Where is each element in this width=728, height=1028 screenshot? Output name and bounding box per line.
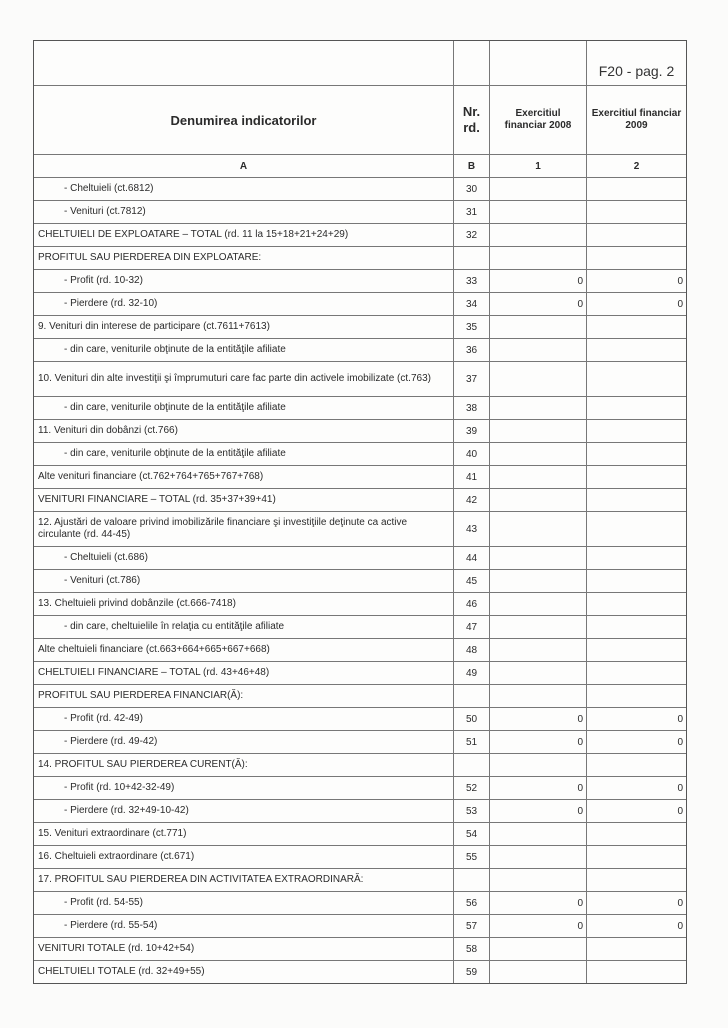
- value-2009: [587, 247, 686, 269]
- row-label: 12. Ajustări de valoare privind imobilizările financiare şi investiţiile deţinute ca active circulante (rd. 44-45): [34, 512, 454, 546]
- value-2008: 0: [490, 777, 587, 799]
- row-label: - Cheltuieli (ct.6812): [34, 178, 454, 200]
- value-2008: 0: [490, 892, 587, 914]
- value-2008: [490, 420, 587, 442]
- table-row: [34, 869, 686, 892]
- value-2008: [490, 639, 587, 661]
- row-number: 41: [454, 466, 490, 488]
- header-year2: Exercitiul financiar 2009: [591, 108, 682, 131]
- table-row: [34, 731, 686, 754]
- row-number: 40: [454, 443, 490, 465]
- value-2009: [587, 178, 686, 200]
- table-row: [34, 362, 686, 397]
- value-2008: [490, 466, 587, 488]
- row-label: - Profit (rd. 10-32): [34, 270, 454, 292]
- value-2008: [490, 443, 587, 465]
- value-2009: [587, 201, 686, 223]
- value-2009: 0: [677, 897, 683, 909]
- value-2008: [490, 616, 587, 638]
- value-2009: 0: [677, 736, 683, 748]
- value-2008: [490, 247, 587, 269]
- row-number: 39: [454, 420, 490, 442]
- value-2008: 0: [490, 708, 587, 730]
- row-label: - Venituri (ct.7812): [34, 201, 454, 223]
- value-2009: [587, 489, 686, 511]
- value-2009: [587, 685, 686, 707]
- row-label: 11. Venituri din dobânzi (ct.766): [34, 420, 454, 442]
- table-row: [34, 777, 686, 800]
- value-2008: [490, 224, 587, 246]
- value-2008: [490, 869, 587, 891]
- row-number: 32: [454, 224, 490, 246]
- value-2008: [490, 178, 587, 200]
- value-2009: [587, 639, 686, 661]
- row-number: 56: [454, 892, 490, 914]
- row-number: 48: [454, 639, 490, 661]
- value-2009: 0: [677, 298, 683, 310]
- value-2009: [587, 547, 686, 569]
- value-2009: 0: [677, 782, 683, 794]
- value-2009: [587, 754, 686, 776]
- row-number: 43: [454, 512, 490, 546]
- value-2009: [587, 662, 686, 684]
- row-label: CHELTUIELI TOTALE (rd. 32+49+55): [34, 961, 454, 983]
- value-2008: [490, 570, 587, 592]
- row-label: VENITURI TOTALE (rd. 10+42+54): [34, 938, 454, 960]
- row-number: 49: [454, 662, 490, 684]
- row-number: 42: [454, 489, 490, 511]
- value-2008: [490, 754, 587, 776]
- table-row: [34, 800, 686, 823]
- value-2009: 0: [677, 920, 683, 932]
- row-number: [454, 247, 490, 269]
- table-row: [34, 685, 686, 708]
- row-label: - Profit (rd. 10+42-32-49): [34, 777, 454, 799]
- value-2008: [490, 662, 587, 684]
- row-number: 57: [454, 915, 490, 937]
- row-label: PROFITUL SAU PIERDEREA DIN EXPLOATARE:: [34, 247, 454, 269]
- value-2009: [587, 339, 686, 361]
- value-2008: [490, 593, 587, 615]
- row-label: Alte cheltuieli financiare (ct.663+664+665+667+668): [34, 639, 454, 661]
- value-2008: [490, 316, 587, 338]
- value-2009: [587, 570, 686, 592]
- row-label: - Pierdere (rd. 49-42): [34, 731, 454, 753]
- value-2008: [490, 685, 587, 707]
- value-2008: [490, 846, 587, 868]
- value-2008: [490, 823, 587, 845]
- row-label: 10. Venituri din alte investiţii şi împrumuturi care fac parte din activele imobilizate (ct.763): [34, 362, 454, 396]
- value-2009: [587, 316, 686, 338]
- value-2009: [587, 512, 686, 546]
- row-number: 52: [454, 777, 490, 799]
- value-2008: [490, 397, 587, 419]
- header-nr: [454, 86, 490, 154]
- letter-b: B: [454, 155, 490, 177]
- header-year1: Exercitiul financiar 2008: [490, 86, 587, 154]
- row-label: 13. Cheltuieli privind dobânzile (ct.666-7418): [34, 593, 454, 615]
- row-label: 14. PROFITUL SAU PIERDEREA CURENT(Ă):: [34, 754, 454, 776]
- table-row: [34, 938, 686, 961]
- row-label: - Profit (rd. 42-49): [34, 708, 454, 730]
- value-2009: [587, 224, 686, 246]
- row-number: 44: [454, 547, 490, 569]
- row-number: 53: [454, 800, 490, 822]
- row-label: CHELTUIELI DE EXPLOATARE – TOTAL (rd. 11 la 15+18+21+24+29): [34, 224, 454, 246]
- row-label: 9. Venituri din interese de participare (ct.7611+7613): [34, 316, 454, 338]
- blank-cell: [454, 41, 490, 85]
- row-number: 51: [454, 731, 490, 753]
- value-2009: [587, 961, 686, 983]
- row-label: - Profit (rd. 54-55): [34, 892, 454, 914]
- table-row: [34, 489, 686, 512]
- table-row: [34, 270, 686, 293]
- value-2009: [587, 593, 686, 615]
- header-name: Denumirea indicatorilor: [34, 86, 454, 154]
- row-label: - din care, cheltuielile în relaţia cu entităţile afiliate: [34, 616, 454, 638]
- row-number: 50: [454, 708, 490, 730]
- value-2009: [587, 616, 686, 638]
- financial-form-table: [33, 40, 687, 984]
- row-number: 54: [454, 823, 490, 845]
- row-label: CHELTUIELI FINANCIARE – TOTAL (rd. 43+46+48): [34, 662, 454, 684]
- letter-a: A: [34, 155, 454, 177]
- table-row: [34, 466, 686, 489]
- value-2009: [587, 397, 686, 419]
- row-label: 16. Cheltuieli extraordinare (ct.671): [34, 846, 454, 868]
- row-label: 15. Venituri extraordinare (ct.771): [34, 823, 454, 845]
- value-2009: [587, 466, 686, 488]
- row-number: 59: [454, 961, 490, 983]
- header-row: [34, 86, 686, 155]
- value-2008: [490, 938, 587, 960]
- table-row: [34, 420, 686, 443]
- page-label: F20 - pag. 2: [598, 63, 675, 79]
- row-number: 38: [454, 397, 490, 419]
- table-row: [34, 823, 686, 846]
- row-label: VENITURI FINANCIARE – TOTAL (rd. 35+37+39+41): [34, 489, 454, 511]
- table-row: [34, 293, 686, 316]
- value-2009: [587, 823, 686, 845]
- row-number: 36: [454, 339, 490, 361]
- value-2008: 0: [490, 731, 587, 753]
- row-number: 35: [454, 316, 490, 338]
- row-number: 47: [454, 616, 490, 638]
- table-row: [34, 547, 686, 570]
- value-2008: [490, 201, 587, 223]
- row-number: 37: [454, 362, 490, 396]
- row-number: 31: [454, 201, 490, 223]
- value-2008: 0: [490, 270, 587, 292]
- header-nr-line1: Nr.: [462, 104, 481, 119]
- table-row: [34, 616, 686, 639]
- row-number: 30: [454, 178, 490, 200]
- table-row: [34, 316, 686, 339]
- row-label: PROFITUL SAU PIERDEREA FINANCIAR(Ă):: [34, 685, 454, 707]
- row-number: 45: [454, 570, 490, 592]
- row-label: 17. PROFITUL SAU PIERDEREA DIN ACTIVITATEA EXTRAORDINARĂ:: [34, 869, 454, 891]
- table-row: [34, 224, 686, 247]
- row-label: - Pierdere (rd. 32-10): [34, 293, 454, 315]
- value-2008: [490, 489, 587, 511]
- table-row: [34, 892, 686, 915]
- row-label: Alte venituri financiare (ct.762+764+765+767+768): [34, 466, 454, 488]
- table-row: [34, 201, 686, 224]
- value-2009: 0: [677, 805, 683, 817]
- value-2009: [587, 362, 686, 396]
- table-row: [34, 915, 686, 938]
- row-number: 33: [454, 270, 490, 292]
- row-label: - din care, veniturile obţinute de la entităţile afiliate: [34, 397, 454, 419]
- row-number: [454, 869, 490, 891]
- row-label: - Cheltuieli (ct.686): [34, 547, 454, 569]
- row-number: 55: [454, 846, 490, 868]
- table-row: [34, 339, 686, 362]
- blank-cell: [490, 41, 587, 85]
- table-body: [34, 178, 686, 983]
- value-2009: [587, 420, 686, 442]
- row-number: [454, 685, 490, 707]
- row-number: [454, 754, 490, 776]
- table-row: [34, 754, 686, 777]
- table-row: [34, 512, 686, 547]
- table-row: [34, 593, 686, 616]
- value-2008: 0: [490, 293, 587, 315]
- row-label: - din care, veniturile obţinute de la entităţile afiliate: [34, 339, 454, 361]
- value-2008: [490, 362, 587, 396]
- row-number: 58: [454, 938, 490, 960]
- row-number: 46: [454, 593, 490, 615]
- table-row: [34, 662, 686, 685]
- table-row: [34, 178, 686, 201]
- row-number: 34: [454, 293, 490, 315]
- table-row: [34, 570, 686, 593]
- table-row: [34, 247, 686, 270]
- table-row: [34, 443, 686, 466]
- value-2009: 0: [677, 275, 683, 287]
- value-2008: [490, 512, 587, 546]
- value-2008: 0: [490, 915, 587, 937]
- page-label-row: [34, 41, 686, 86]
- value-2009: [587, 443, 686, 465]
- value-2009: 0: [677, 713, 683, 725]
- value-2008: [490, 547, 587, 569]
- value-2008: 0: [490, 800, 587, 822]
- letter-2: 2: [633, 160, 640, 172]
- letter-1: 1: [490, 155, 587, 177]
- value-2009: [587, 869, 686, 891]
- table-row: [34, 708, 686, 731]
- table-row: [34, 397, 686, 420]
- table-row: [34, 846, 686, 869]
- row-label: - Pierdere (rd. 32+49-10-42): [34, 800, 454, 822]
- value-2009: [587, 938, 686, 960]
- row-label: - Venituri (ct.786): [34, 570, 454, 592]
- table-row: [34, 639, 686, 662]
- value-2009: [587, 846, 686, 868]
- header-nr-line2: rd.: [463, 120, 480, 135]
- table-row: [34, 961, 686, 983]
- value-2008: [490, 339, 587, 361]
- row-label: - din care, veniturile obţinute de la entităţile afiliate: [34, 443, 454, 465]
- blank-cell: [34, 41, 454, 85]
- value-2008: [490, 961, 587, 983]
- column-letter-row: [34, 155, 686, 178]
- row-label: - Pierdere (rd. 55-54): [34, 915, 454, 937]
